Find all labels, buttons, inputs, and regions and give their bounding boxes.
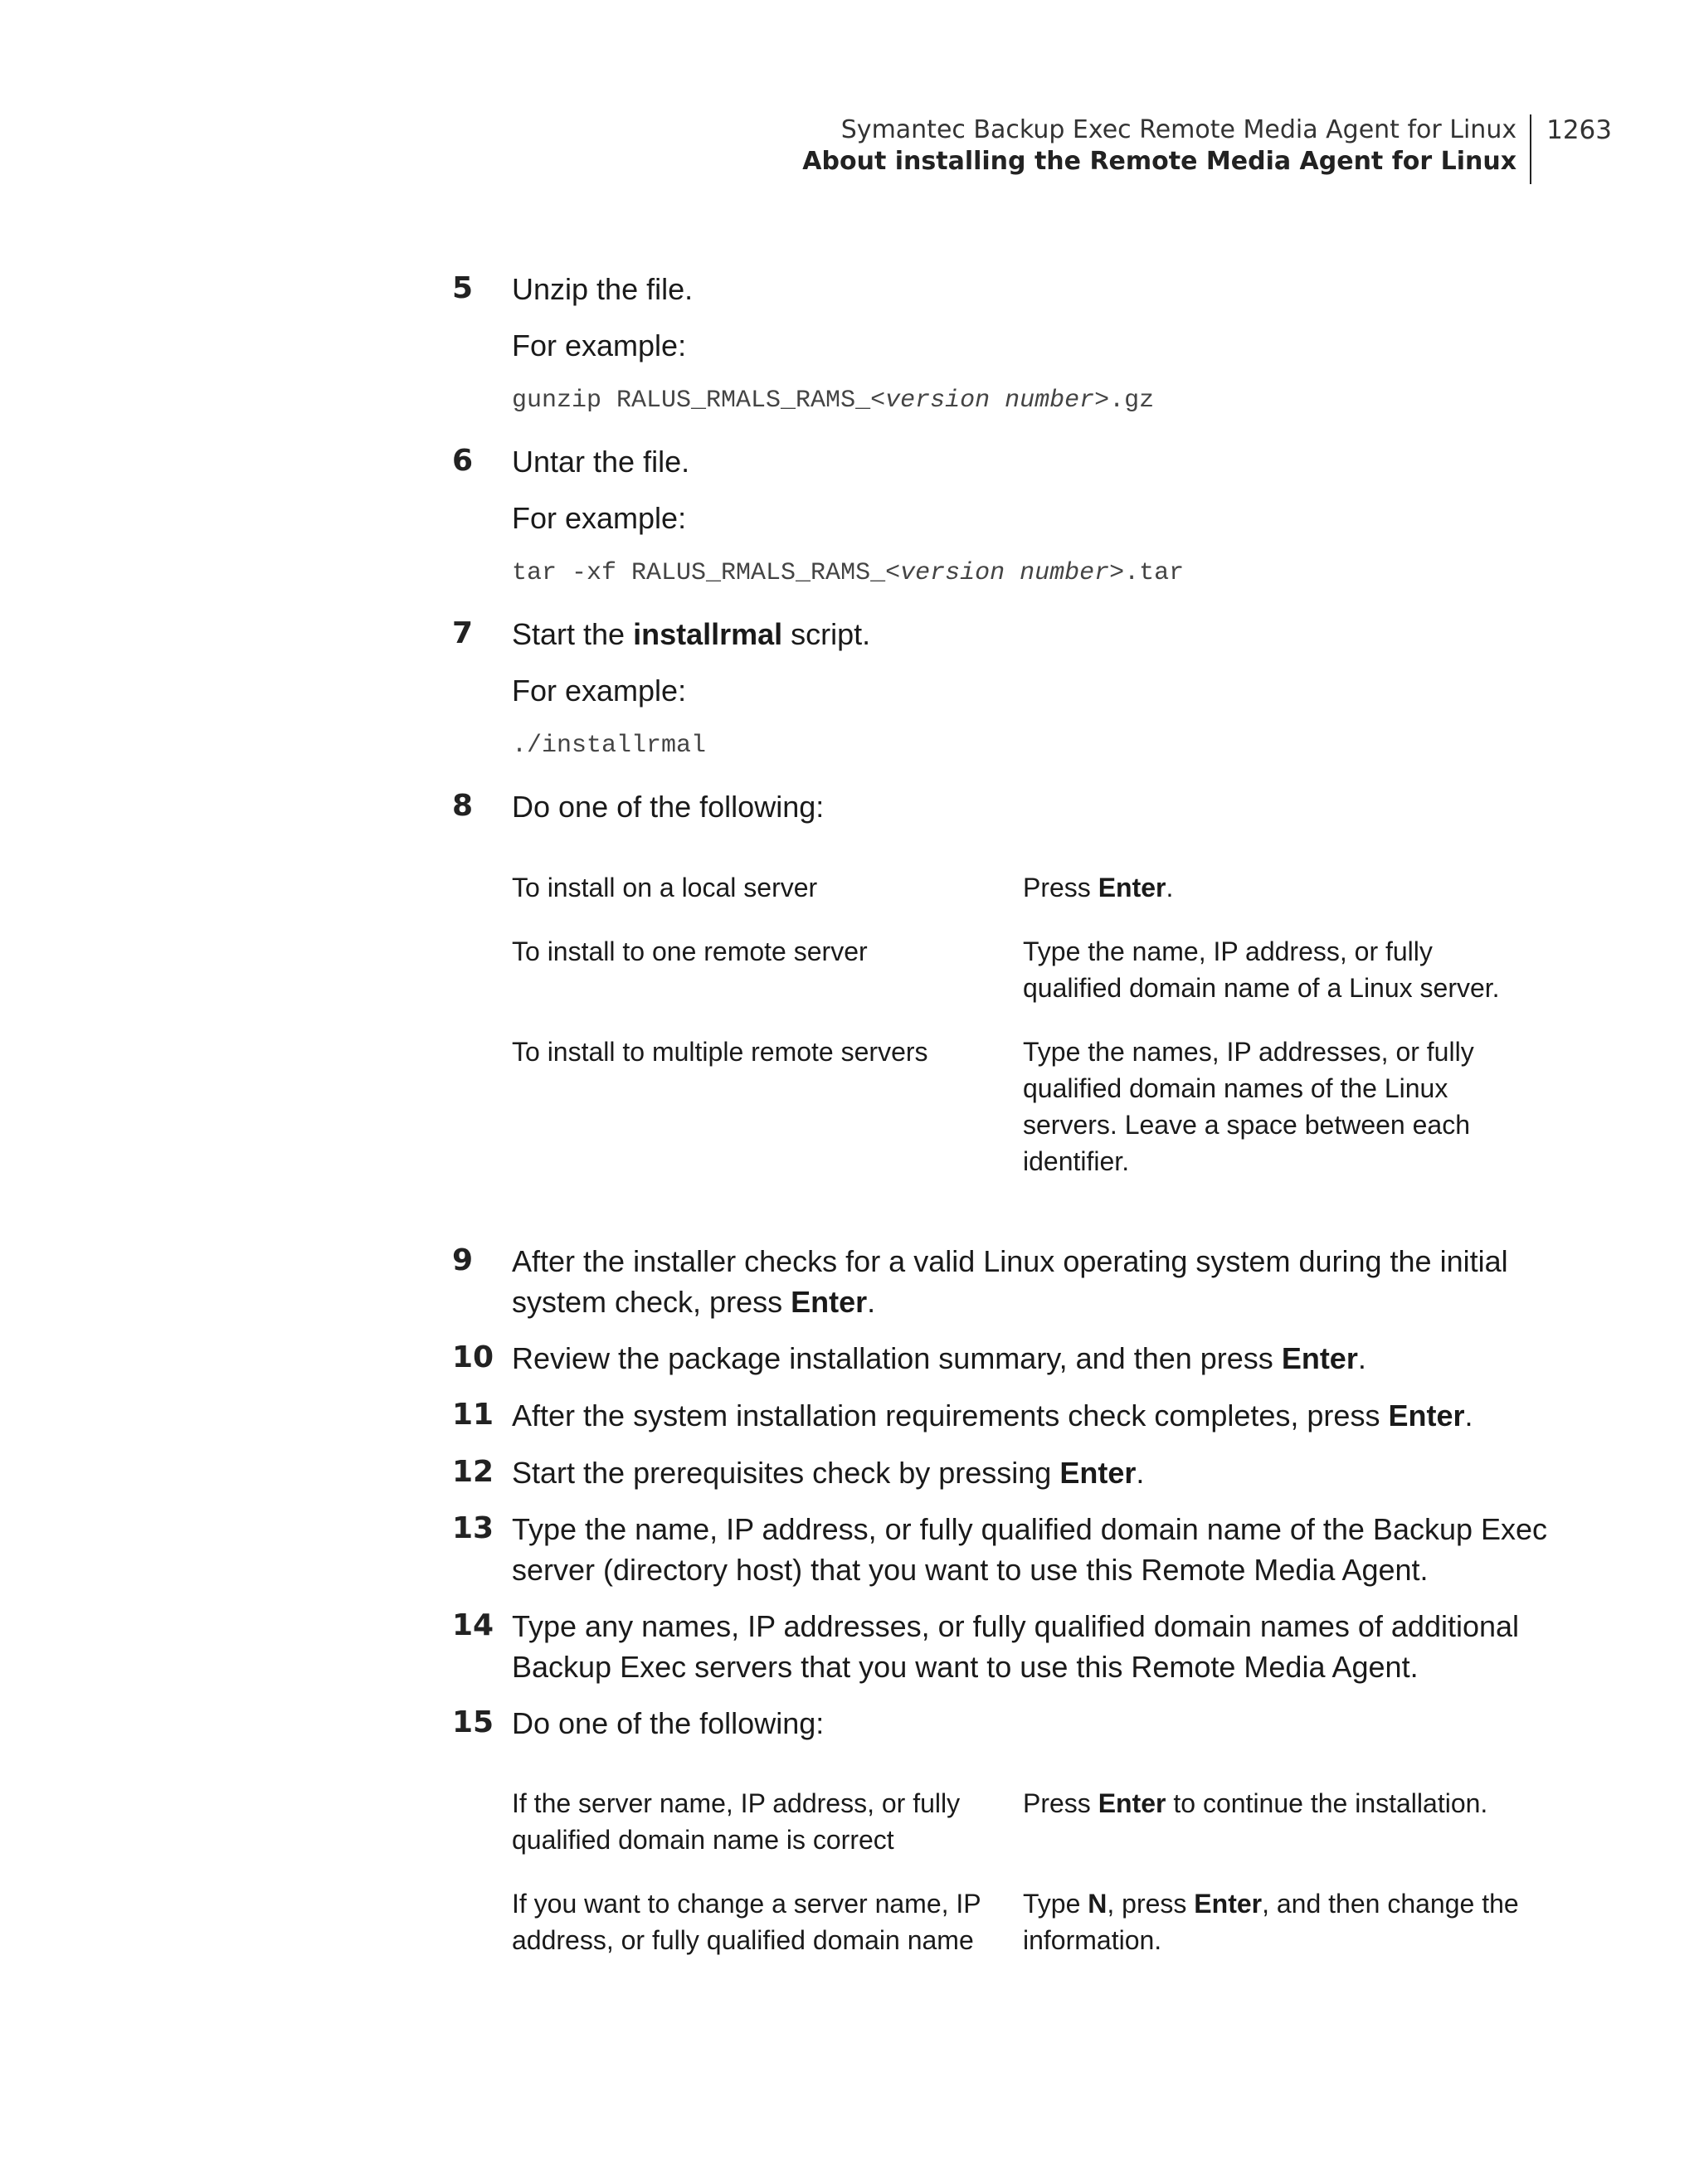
step-text-line: Backup Exec servers that you want to use this Remote Media Agent. <box>512 1650 1419 1684</box>
table-action: Press Enter. <box>1023 873 1174 902</box>
code-example: gunzip RALUS_RMALS_RAMS_<version number>.gz <box>512 387 1155 415</box>
step-text: Do one of the following: <box>512 1706 825 1740</box>
step-text: Untar the file. <box>512 445 690 479</box>
table-condition: To install on a local server <box>512 873 818 902</box>
step-text: After the system installation requirements check completes, press Enter. <box>512 1398 1473 1432</box>
step-number: 7 <box>452 616 474 650</box>
step-number: 14 <box>452 1608 494 1642</box>
step-number: 9 <box>452 1243 474 1277</box>
chapter-title: Symantec Backup Exec Remote Media Agent for Linux <box>840 115 1517 144</box>
step-number: 8 <box>452 789 474 823</box>
code-example: ./installrmal <box>512 732 707 760</box>
script-name: installrmal <box>633 617 783 651</box>
step-number: 12 <box>452 1455 494 1489</box>
table-condition: To install to multiple remote servers <box>512 1037 928 1067</box>
step-number: 5 <box>452 271 474 305</box>
table-condition: If the server name, IP address, or fully qualified domain name is correct <box>512 1788 961 1855</box>
step-text: Start the prerequisites check by pressing Enter. <box>512 1456 1145 1490</box>
step-number: 6 <box>452 444 474 478</box>
step-number: 11 <box>452 1398 494 1432</box>
section-title: About installing the Remote Media Agent for Linux <box>802 147 1517 176</box>
table-action: Press Enter to continue the installation. <box>1023 1788 1488 1818</box>
step-text: Unzip the file. <box>512 272 694 306</box>
step-text: Review the package installation summary, and then press Enter. <box>512 1341 1366 1375</box>
table-action: Type the name, IP address, or fully qualified domain name of a Linux server. <box>1023 936 1500 1003</box>
table-condition: If you want to change a server name, IP address, or fully qualified domain name <box>512 1889 981 1955</box>
step-number: 13 <box>452 1511 494 1545</box>
page-header <box>802 114 1612 184</box>
example-label: For example: <box>512 501 687 535</box>
step-text-line: After the installer checks for a valid Linux operating system during the initial <box>512 1244 1508 1278</box>
step-text-line: Type the name, IP address, or fully qualified domain name of the Backup Exec <box>512 1512 1548 1546</box>
table-action: Type the names, IP addresses, or fully qualified domain names of the Linux servers. Leave a space between each identifier. <box>1023 1037 1474 1176</box>
step-text-line: system check, press Enter. <box>512 1285 876 1319</box>
code-variable: version number <box>885 387 1095 415</box>
step-text: Do one of the following: <box>512 790 825 824</box>
step-text-line: Type any names, IP addresses, or fully qualified domain names of additional <box>512 1609 1520 1643</box>
example-label: For example: <box>512 674 687 708</box>
code-example: tar -xf RALUS_RMALS_RAMS_<version number>.tar <box>512 559 1185 587</box>
example-label: For example: <box>512 328 687 362</box>
page-number: 1263 <box>1546 115 1612 145</box>
step-number: 15 <box>452 1705 494 1739</box>
step-number: 10 <box>452 1340 494 1374</box>
running-header <box>802 114 1531 184</box>
step-text: Start the installrmal script. <box>512 617 871 651</box>
table-action: Type N, press Enter, and then change the information. <box>1023 1889 1519 1955</box>
table-condition: To install to one remote server <box>512 936 868 966</box>
step-text-line: server (directory host) that you want to use this Remote Media Agent. <box>512 1553 1429 1587</box>
code-variable: version number <box>900 559 1110 587</box>
